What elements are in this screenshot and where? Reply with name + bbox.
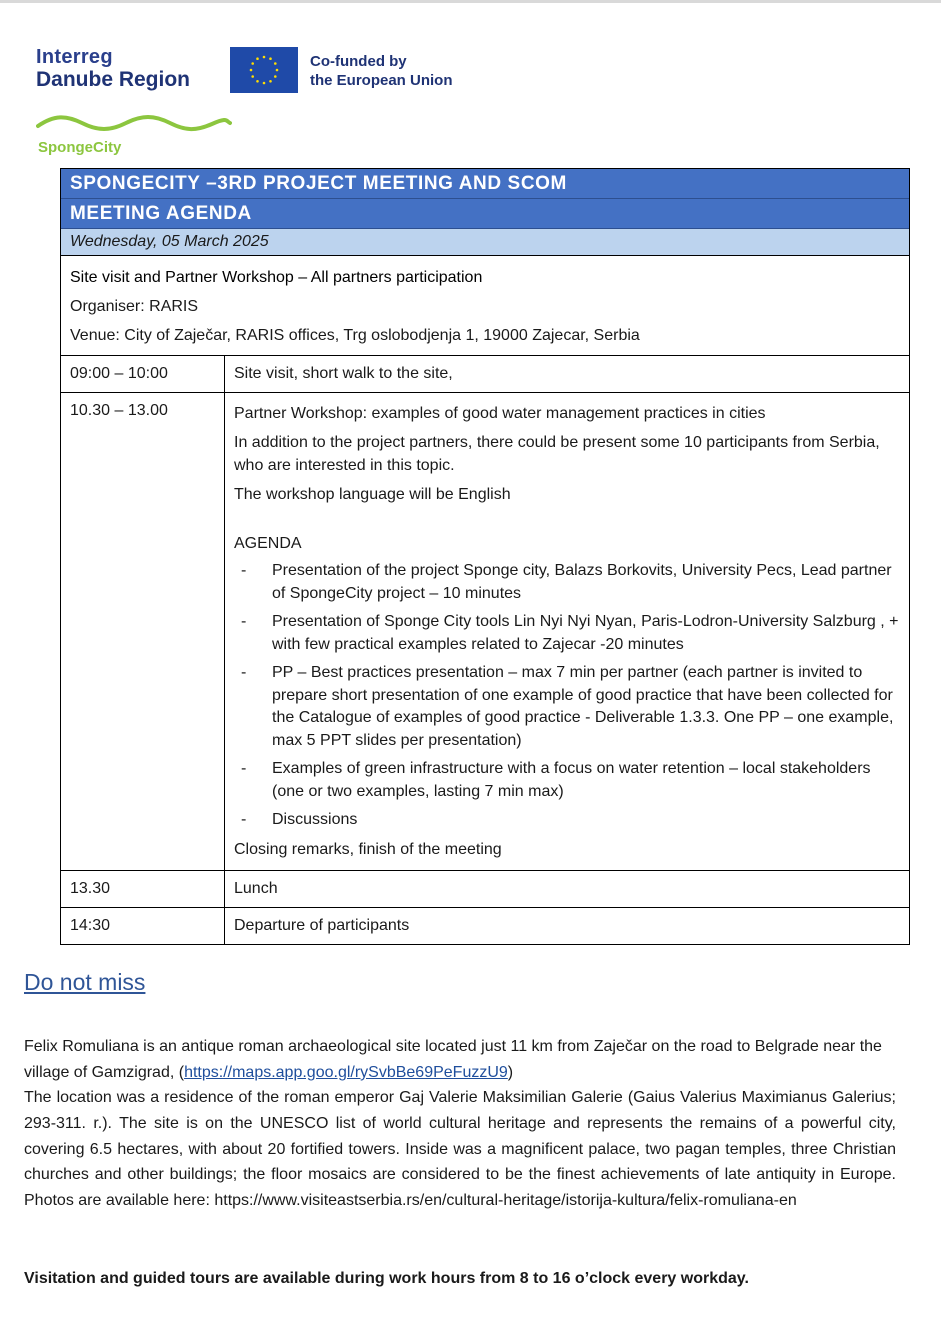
row-time: 10.30 – 13.00 [61, 393, 225, 870]
table-row [61, 356, 909, 393]
table-row [61, 908, 909, 944]
row-time: 09:00 – 10:00 [61, 356, 225, 392]
row-time: 14:30 [61, 908, 225, 944]
table-row-workshop [61, 393, 909, 871]
session-title: Site visit and Partner Workshop – All partners participation [70, 269, 483, 286]
table-row [61, 871, 909, 908]
agenda-table [60, 168, 910, 945]
interreg-logo-line1: Interreg [36, 46, 113, 68]
list-item: - Examples of green infrastructure with a focus on water retention – local stakeholders (one or two examples, lasting 7 min max) [234, 758, 900, 803]
felix-romuliana-intro [24, 1034, 896, 1086]
intro-text: Felix Romuliana is an antique roman archaeological site located just 11 km from Zaječar on the road to Belgrade near the village of Gamzigrad, ( [24, 1038, 882, 1081]
organiser: Organiser: RARIS [70, 298, 199, 315]
row-time: 13.30 [61, 871, 225, 907]
agenda-heading: AGENDA [234, 535, 302, 552]
felix-romuliana-description: The location was a residence of the roman emperor Gaj Valerie Maksimilian Galerie (Gaius Valerius Maximianus Galerius; 293-311. r.). The site is on the UNESCO list of world cultural heritage and represents the remains of a powerful city, covering 6.5 hectares, with about 20 fortified towers. Inside was a magnificent palace, two pagan temples, three Christian churches and other buildings; the floor mosaics are considered to be the finest achievements of late antiquity in Europe. Photos are available here: https://www.visiteastserbia.rs/en/cultural-heritage/istorija-kultura/felix-romuliana-en [24, 1089, 896, 1210]
interreg-logo [36, 46, 190, 92]
eu-flag-icon [230, 47, 298, 93]
eu-text-line1: Co-funded by [310, 53, 407, 70]
spongecity-logo-text: SpongeCity [38, 139, 122, 156]
workshop-language: The workshop language will be English [234, 486, 511, 503]
list-item: - Presentation of the project Sponge city, Balazs Borkovits, University Pecs, Lead partner of SpongeCity project – 10 minutes [234, 560, 900, 605]
agenda-subtitle: MEETING AGENDA [61, 199, 909, 229]
interreg-logo-line2: Danube Region [36, 68, 191, 91]
list-item: - PP – Best practices presentation – max 7 min per partner (each partner is invited to prepare short presentation of one example of good practice that have been collected for the Catalogue of examples of good practice - Deliverable 1.3.3. One PP – one example, max 5 PPT slides per presentation) [234, 662, 900, 752]
list-item: - Presentation of Sponge City tools Lin Nyi Nyi Nyan, Paris-Lodron-University Salzburg , + with few practical examples related to Zajecar -20 minutes [234, 611, 900, 656]
workshop-details [225, 393, 909, 870]
spongecity-wave-icon [36, 113, 232, 135]
intro-end: ) [507, 1063, 514, 1081]
top-border [0, 0, 941, 3]
eu-stars [230, 47, 298, 93]
session-info [61, 256, 909, 356]
visitation-note: Visitation and guided tours are available during work hours from 8 to 16 o’clock every workday. [24, 1270, 749, 1287]
eu-cofunded-text [310, 52, 453, 90]
eu-text-line2: the European Union [310, 72, 453, 89]
agenda-date: Wednesday, 05 March 2025 [61, 229, 909, 256]
row-text: Lunch [234, 879, 278, 897]
agenda-items [234, 560, 900, 832]
workshop-title: Partner Workshop: examples of good water management practices in cities [234, 405, 766, 422]
venue: Venue: City of Zaječar, RARIS offices, Trg oslobodjenja 1, 19000 Zajecar, Serbia [70, 327, 640, 344]
row-text: Site visit, short walk to the site, [234, 365, 453, 382]
maps-link[interactable]: https://maps.app.goo.gl/rySvbBe69PeFuzzU9 [184, 1063, 508, 1081]
workshop-participants: In addition to the project partners, there could be present some 10 participants from Serbia, who are interested in this topic. [234, 434, 880, 474]
do-not-miss-heading: Do not miss [24, 969, 146, 995]
closing-remarks: Closing remarks, finish of the meeting [234, 840, 502, 858]
row-text: Departure of participants [234, 916, 410, 934]
agenda-title: SPONGECITY –3RD PROJECT MEETING AND SCOM [61, 169, 909, 199]
list-item: - Discussions [234, 809, 900, 832]
